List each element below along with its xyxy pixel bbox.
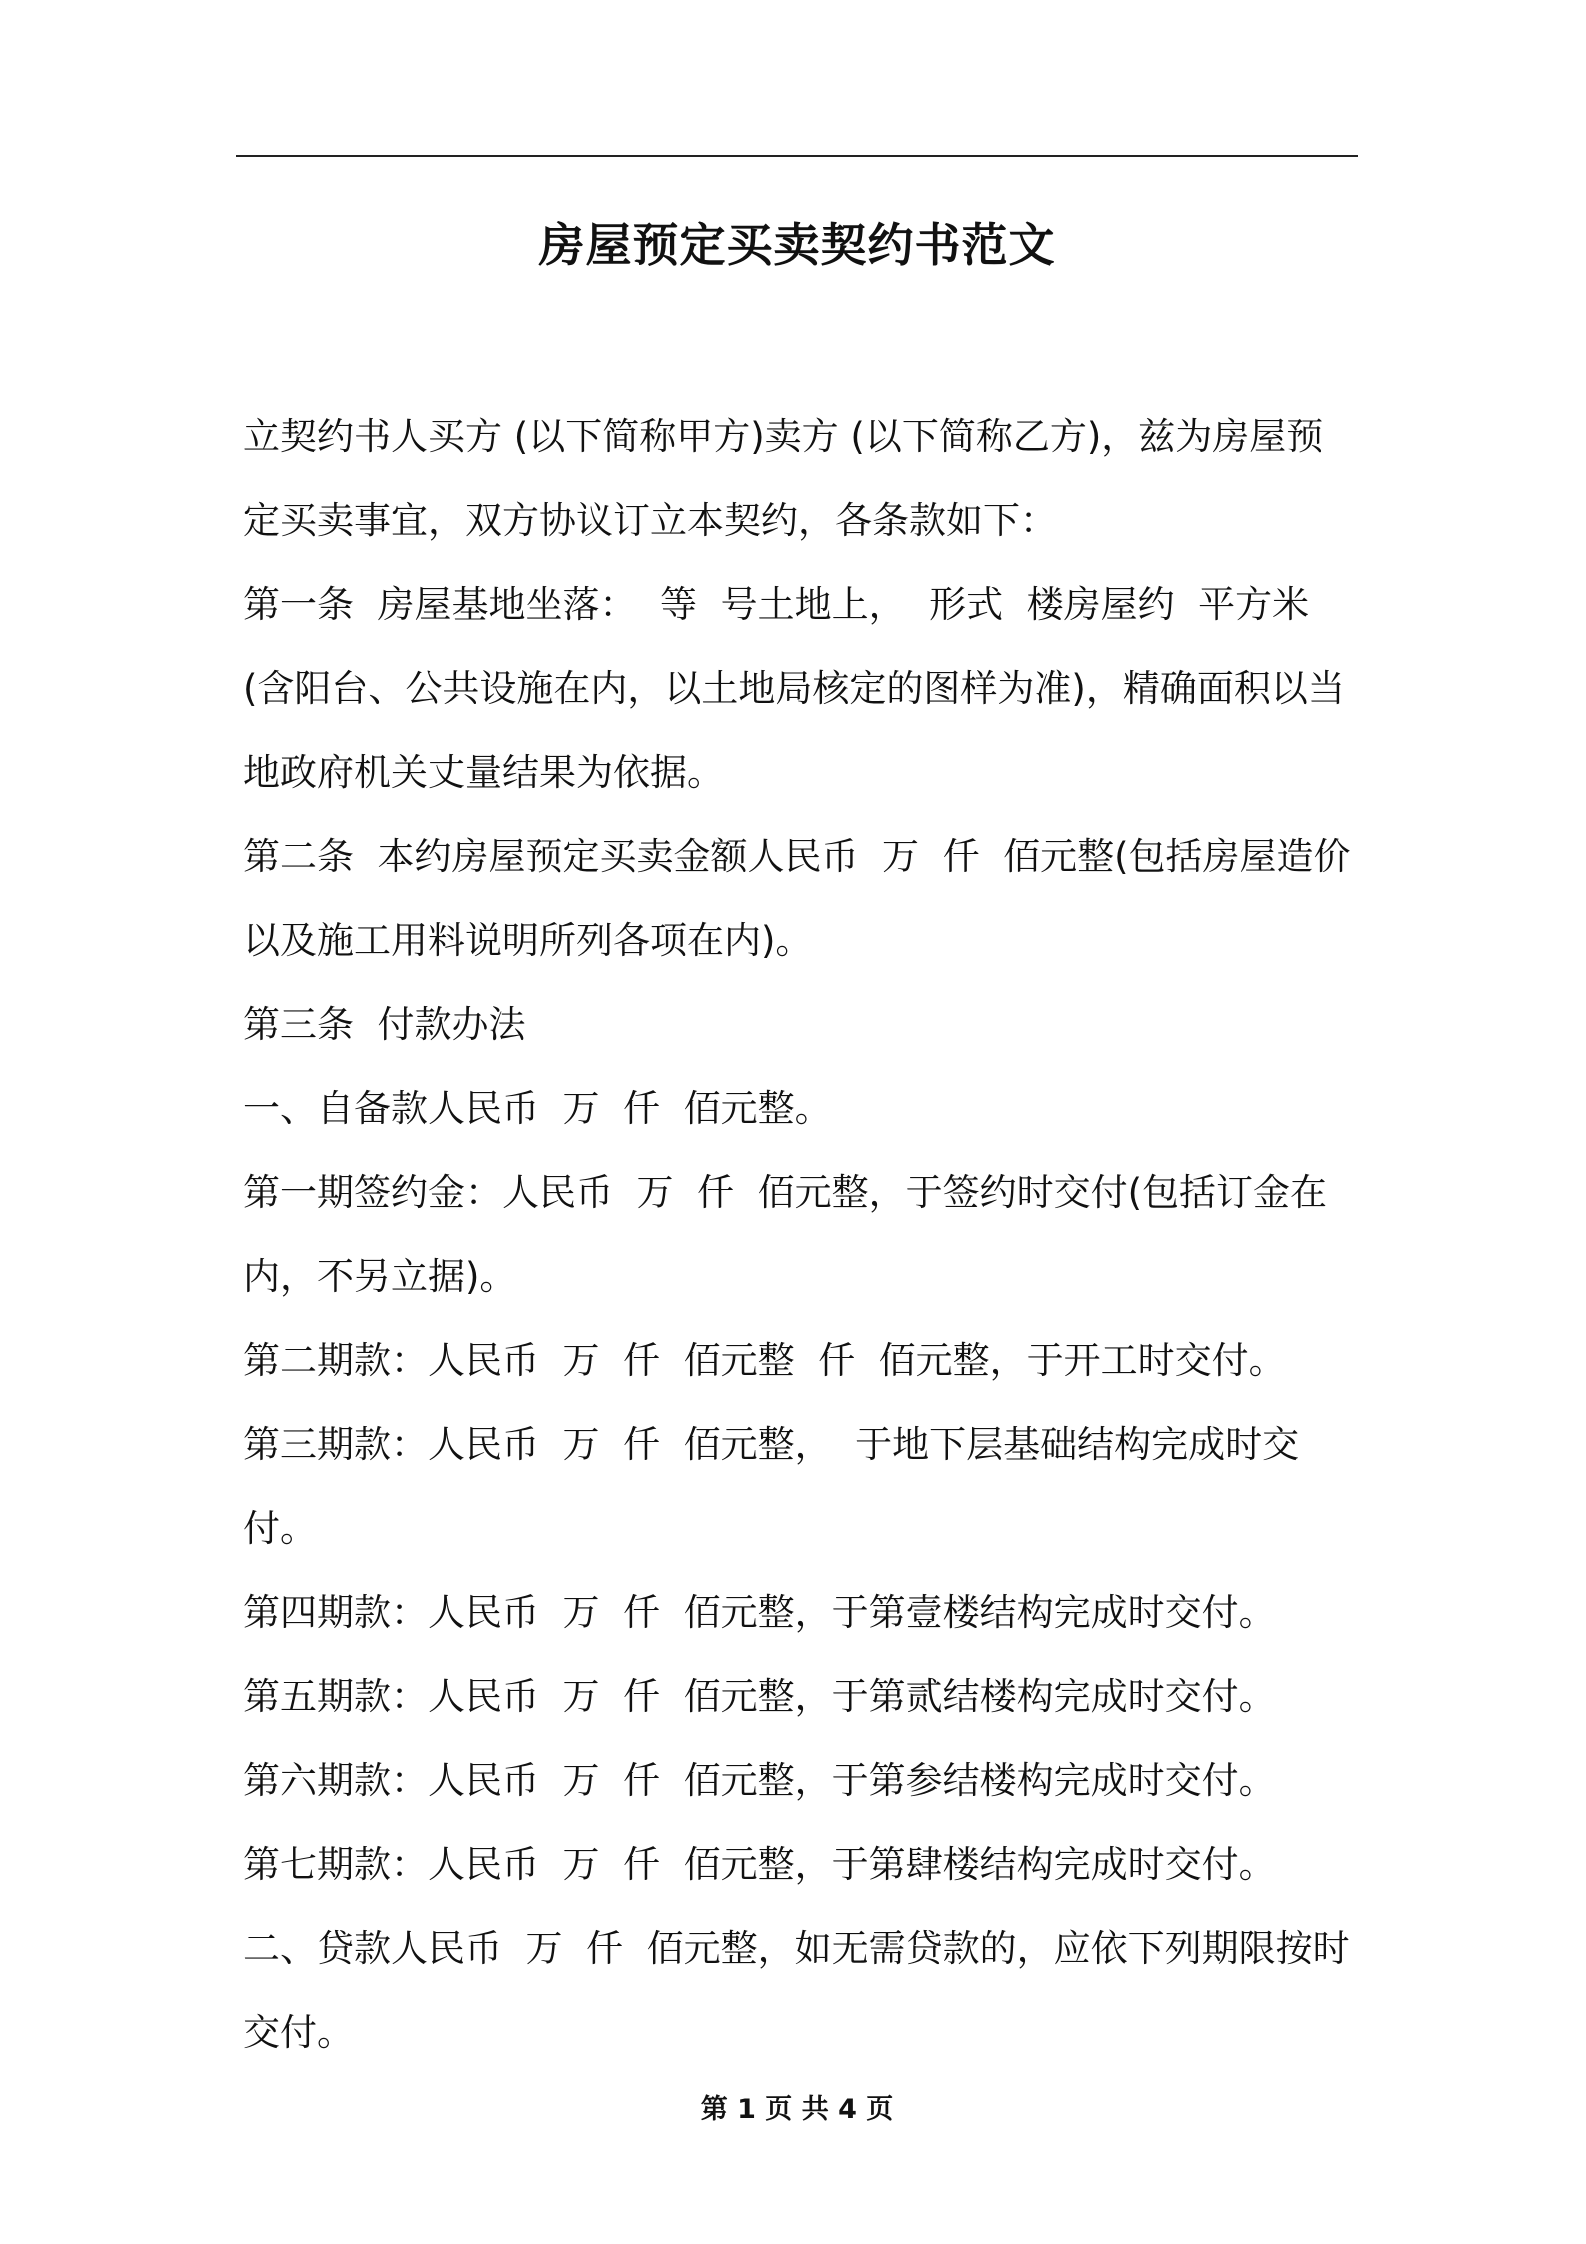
paragraph-installment-1: 第一期签约金：人民币 万 仟 佰元整，于签约时交付(包括订金在内，不另立据)。: [243, 1171, 1328, 1298]
paragraph-installment-3: 第三期款：人民币 万 仟 佰元整， 于地下层基础结构完成时交付。: [243, 1423, 1300, 1550]
header-divider: [236, 155, 1358, 157]
paragraph-installment-7: 第七期款：人民币 万 仟 佰元整，于第肆楼结构完成时交付。: [243, 1843, 1276, 1886]
paragraph-intro: 立契约书人买方 (以下简称甲方)卖方 (以下简称乙方)，兹为房屋预定买卖事宜，双方协议订立本契约，各条款如下：: [243, 415, 1324, 542]
paragraph-article-1: 第一条 房屋基地坐落： 等 号土地上， 形式 楼房屋约 平方米(含阳台、公共设施在内，以土地局核定的图样为准)，精确面积以当地政府机关丈量结果为依据。: [243, 583, 1345, 794]
paragraph-installment-4: 第四期款：人民币 万 仟 佰元整，于第壹楼结构完成时交付。: [243, 1591, 1276, 1634]
paragraph-installment-5: 第五期款：人民币 万 仟 佰元整，于第贰结楼构完成时交付。: [243, 1675, 1276, 1718]
paragraph-installment-2: 第二期款：人民币 万 仟 佰元整 仟 佰元整，于开工时交付。: [243, 1339, 1286, 1382]
page-footer: 第 1 页 共 4 页: [700, 2094, 894, 2125]
paragraph-loan: 二、贷款人民币 万 仟 佰元整，如无需贷款的，应依下列期限按时交付。: [243, 1927, 1350, 2054]
paragraph-article-3: 第三条 付款办法: [243, 1003, 526, 1046]
document-body: [243, 395, 1360, 2075]
paragraph-installment-6: 第六期款：人民币 万 仟 佰元整，于第参结楼构完成时交付。: [243, 1759, 1276, 1802]
paragraph-article-2: 第二条 本约房屋预定买卖金额人民币 万 仟 佰元整(包括房屋造价以及施工用料说明所列各项在内)。: [243, 835, 1351, 962]
document-title: 房屋预定买卖契约书范文: [538, 218, 1056, 272]
paragraph-self-payment: 一、自备款人民币 万 仟 佰元整。: [243, 1087, 832, 1130]
